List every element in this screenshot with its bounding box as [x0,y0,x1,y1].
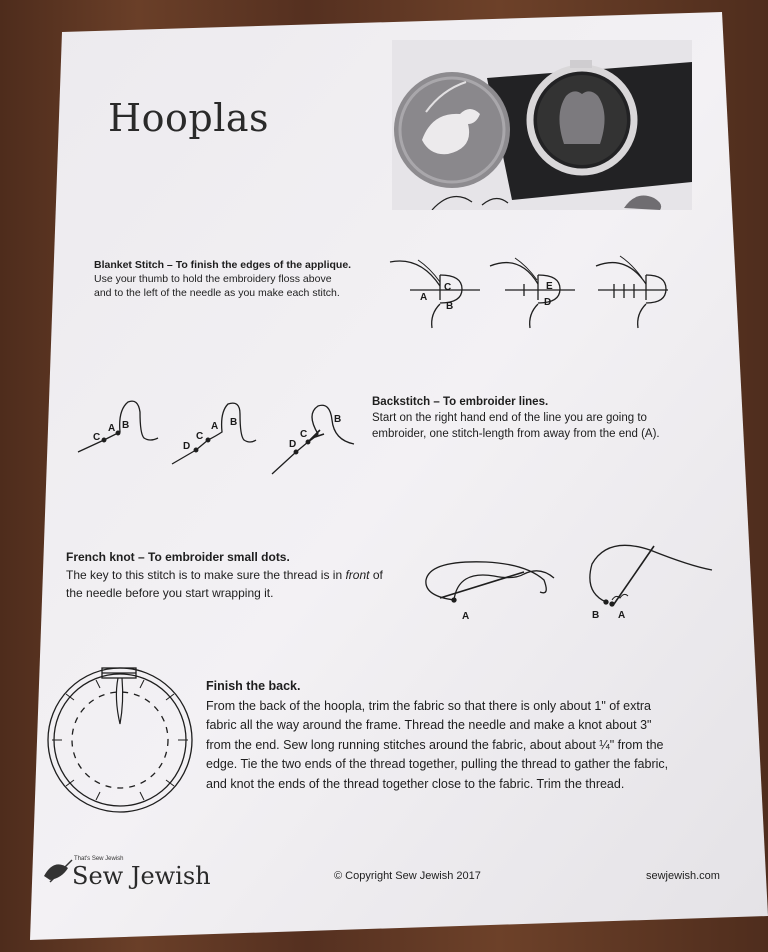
finish-back-line-2: fabric all the way around the frame. Thread the needle and make a knot about 3" [206,718,652,732]
label-B: B [446,301,454,312]
french-knot-diagram-2 [590,545,712,621]
french-knot-line-1-end: of [369,568,383,582]
blanket-stitch-line-1: Use your thumb to hold the embroidery floss above [94,273,332,285]
label-A: A [618,610,626,621]
backstitch-line-2: embroider, one stitch-length from away from the end (A). [372,428,660,440]
french-knot-line-1-start: The key to this stitch is to make sure the thread is in [66,568,346,582]
label-D: D [183,441,191,452]
french-knot-line-2: the needle before you start wrapping it. [66,586,274,600]
finish-back-line-3: from the end. Sew long running stitches around the fabric, about about ¼" from the [206,737,664,752]
label-B: B [334,414,342,425]
logo-text: Sew Jewish [72,862,211,890]
label-C: C [300,429,308,440]
logo-tagline: That's Sew Jewish [74,856,124,862]
hoop-back-diagram [48,668,192,812]
label-E: E [546,281,553,292]
label-A: A [462,611,470,622]
backstitch-diagram-3 [272,405,354,474]
finish-back-heading: Finish the back. [206,679,301,693]
label-D: D [544,297,552,308]
finish-back-line-4: edge. Tie the two ends of the thread together, pulling the thread to gather the fabric, [206,757,669,771]
backstitch-diagram-1 [78,401,158,452]
website-text: sewjewish.com [646,870,720,882]
blanket-stitch-diagram-1 [390,260,480,328]
blanket-stitch-diagram-3 [596,256,668,328]
sew-jewish-logo-mark [44,860,72,882]
label-C: C [196,431,204,442]
french-knot-emphasis: front [345,568,370,582]
label-C: C [444,282,452,293]
blanket-stitch-heading: Blanket Stitch – To finish the edges of the applique. [94,259,352,271]
french-knot-heading: French knot – To embroider small dots. [66,550,290,564]
label-A: A [420,292,428,303]
finish-back-line-5: and knot the ends of the thread together close to the fabric. Trim the thread. [206,776,625,791]
backstitch-line-1: Start on the right hand end of the line you are going to [372,412,647,424]
label-A: A [211,421,219,432]
label-D: D [289,439,297,450]
label-B: B [592,610,600,621]
page-title: Hooplas [108,96,270,140]
backstitch-heading: Backstitch – To embroider lines. [372,396,549,408]
label-A: A [108,423,116,434]
blanket-stitch-line-2: and to the left of the needle as you make each stitch. [94,287,340,299]
french-knot-diagram-1 [426,562,554,622]
blanket-stitch-diagram-2 [490,258,575,328]
finish-back-line-1: From the back of the hoopla, trim the fabric so that there is only about 1" of extra [206,698,651,713]
label-B: B [230,417,238,428]
backstitch-diagram-2 [172,403,256,464]
label-C: C [93,432,101,443]
label-B: B [122,420,130,431]
copyright-text: © Copyright Sew Jewish 2017 [334,870,481,882]
